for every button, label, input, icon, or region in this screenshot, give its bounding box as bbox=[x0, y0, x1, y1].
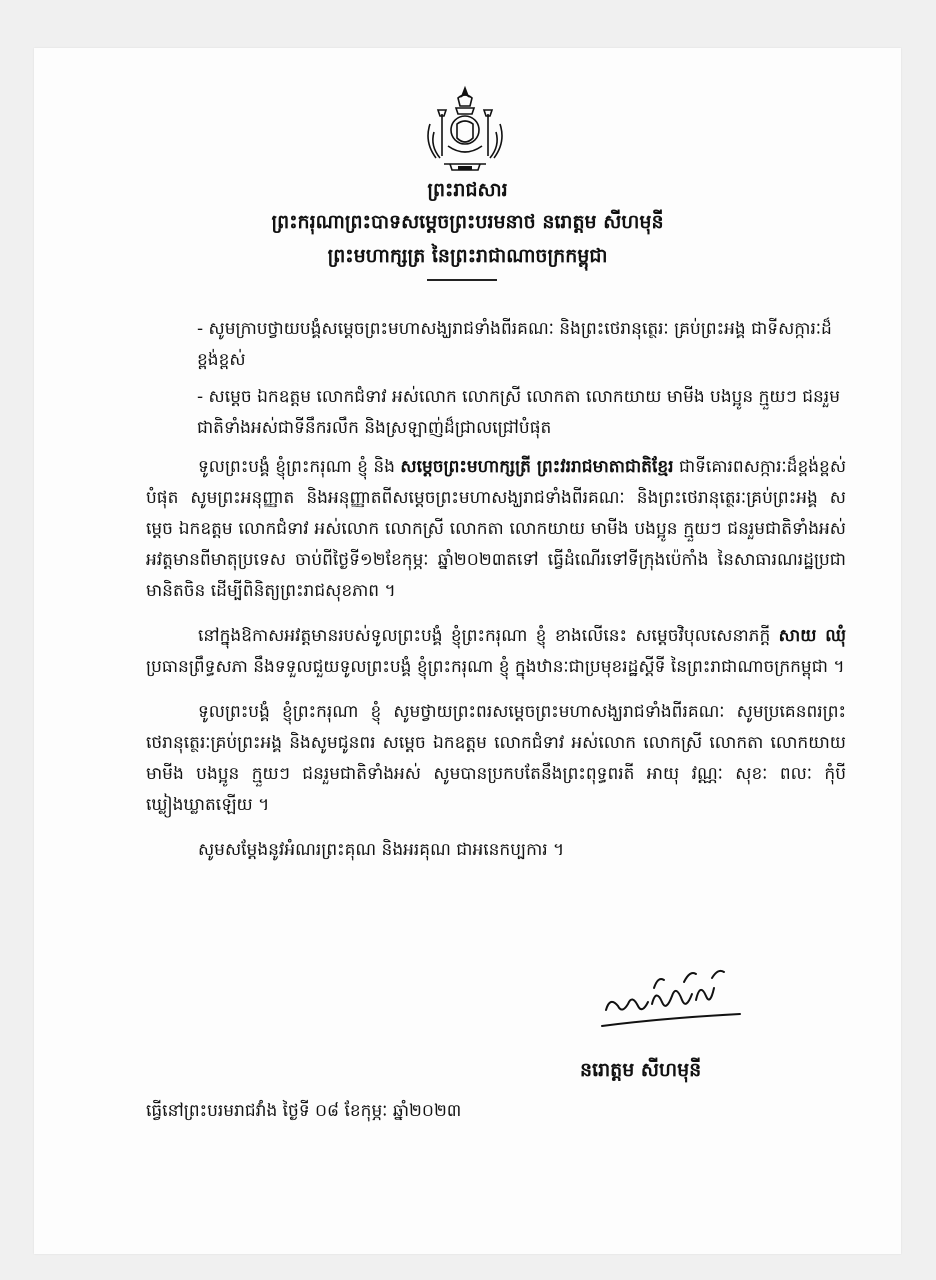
royal-coat-of-arms-icon bbox=[420, 84, 510, 176]
signatory-name: នរោត្តម សីហមុនី bbox=[580, 1059, 702, 1081]
paragraph-3: ទូលព្រះបង្គំ ខ្ញុំព្រះករុណា ខ្ញុំ សូមថ្វាយព្រះពរសម្តេចព្រះមហាសង្ឃរាជទាំងពីរគណៈ សូមប្រគេនពរព្រះថេរានុត្ថេរៈគ្រប់ព្រះអង្គ និងសូមជូនពរ សម្តេច ឯកឧត្តម លោកជំទាវ អស់លោក លោកស្រី លោកតា លោកយាយ មាមីង បងប្អូន ក្មួយៗ ជនរួមជាតិទាំងអស់ សូមបានប្រកបតែនឹងព្រះពុទ្ធពរតី អាយុ វណ្ណៈ សុខៈ ពលៈ កុំបីឃ្លៀងឃ្លាតឡើយ ។ bbox=[146, 702, 846, 815]
paragraph-2 bbox=[146, 621, 846, 683]
handwritten-signature bbox=[594, 966, 744, 1036]
salutation-item: - សម្តេច ឯកឧត្តម លោកជំទាវ អស់លោក លោកស្រី លោកតា លោកយាយ មាមីង បងប្អូន ក្មួយៗ ជនរួមជាតិទាំងអស់ជាទីនឹករលឹក និងស្រឡាញ់ដ៏ជ្រាលជ្រៅបំផុត bbox=[197, 387, 840, 438]
paragraph-4: សូមសម្តែងនូវអំណរព្រះគុណ និងអរគុណ ជាអនេកប្បការ ។ bbox=[198, 840, 565, 860]
paragraph-1-text-bold: សម្តេចព្រះមហាក្សត្រី ព្រះវររាជមាតាជាតិខ្មែរ bbox=[400, 457, 674, 477]
salutation-list bbox=[197, 314, 857, 450]
sender-title: ព្រះករុណាព្រះបាទសម្តេចព្រះបរមនាថ នរោត្តម សីហមុនី bbox=[271, 211, 664, 233]
sender-subtitle: ព្រះមហាក្សត្រ នៃព្រះរាជាណាចក្រកម្ពុជា bbox=[327, 245, 608, 267]
date-line: ធ្វើនៅព្រះបរមរាជវាំង ថ្ងៃទី ០៨ ខែកុម្ភៈ ឆ្នាំ២០២៣ bbox=[146, 1101, 462, 1121]
salutation-item: - សូមក្រាបថ្វាយបង្គំសម្តេចព្រះមហាសង្ឃរាជទាំងពីរគណៈ និងព្រះថេរានុត្ថេរៈ គ្រប់ព្រះអង្គ ជាទីសក្ការៈដ៏ខ្ពង់ខ្ពស់ bbox=[197, 319, 832, 370]
paragraph-2-text-bold: សាយ ឈុំ bbox=[778, 626, 846, 646]
paragraph-2-text-a: នៅក្នុងឱកាសអវត្តមានរបស់ទូលព្រះបង្គំ ខ្ញុំព្រះករុណា ខ្ញុំ ខាងលើនេះ សម្តេចវិបុលសេនាភក្តី bbox=[198, 626, 779, 646]
paragraph-2-text-c: ប្រធានព្រឹទ្ធសភា នឹងទទួលជួយទូលព្រះបង្គំ ខ្ញុំព្រះករុណា ខ្ញុំ ក្នុងឋានៈជាប្រមុខរដ្ឋស្តីទី នៃព្រះរាជាណាចក្រកម្ពុជា ។ bbox=[146, 657, 845, 677]
doc-title: ព្រះរាជសារ bbox=[427, 179, 508, 201]
letter-page bbox=[34, 48, 901, 1254]
paragraph-1 bbox=[146, 452, 846, 607]
letter-body bbox=[146, 452, 846, 880]
title-divider bbox=[427, 279, 497, 281]
paragraph-1-text-a: ទូលព្រះបង្គំ ខ្ញុំព្រះករុណា ខ្ញុំ និង bbox=[198, 457, 401, 477]
paragraph-1-text-c: ជាទីគោរពសក្ការៈដ៏ខ្ពង់ខ្ពស់បំផុត សូមព្រះអនុញ្ញាត និងអនុញ្ញាតពីសម្តេចព្រះមហាសង្ឃរាជទាំងពីរគណៈ និងព្រះថេរានុត្ថេរៈគ្រប់ព្រះអង្គ សម្តេច ឯកឧត្តម លោកជំទាវ អស់លោក លោកស្រី លោកតា លោកយាយ មាមីង បងប្អូន ក្មួយៗ ជនរួមជាតិទាំងអស់ អវត្តមានពីមាតុប្រទេស ចាប់ពីថ្ងៃទី១២ខែកុម្ភៈ ឆ្នាំ២០២៣តទៅ ធ្វើដំណើរទៅទីក្រុងប៉េកាំង នៃសាធារណរដ្ឋប្រជាមានិតចិន ដើម្បីពិនិត្យព្រះរាជសុខភាព ។ bbox=[146, 457, 847, 601]
